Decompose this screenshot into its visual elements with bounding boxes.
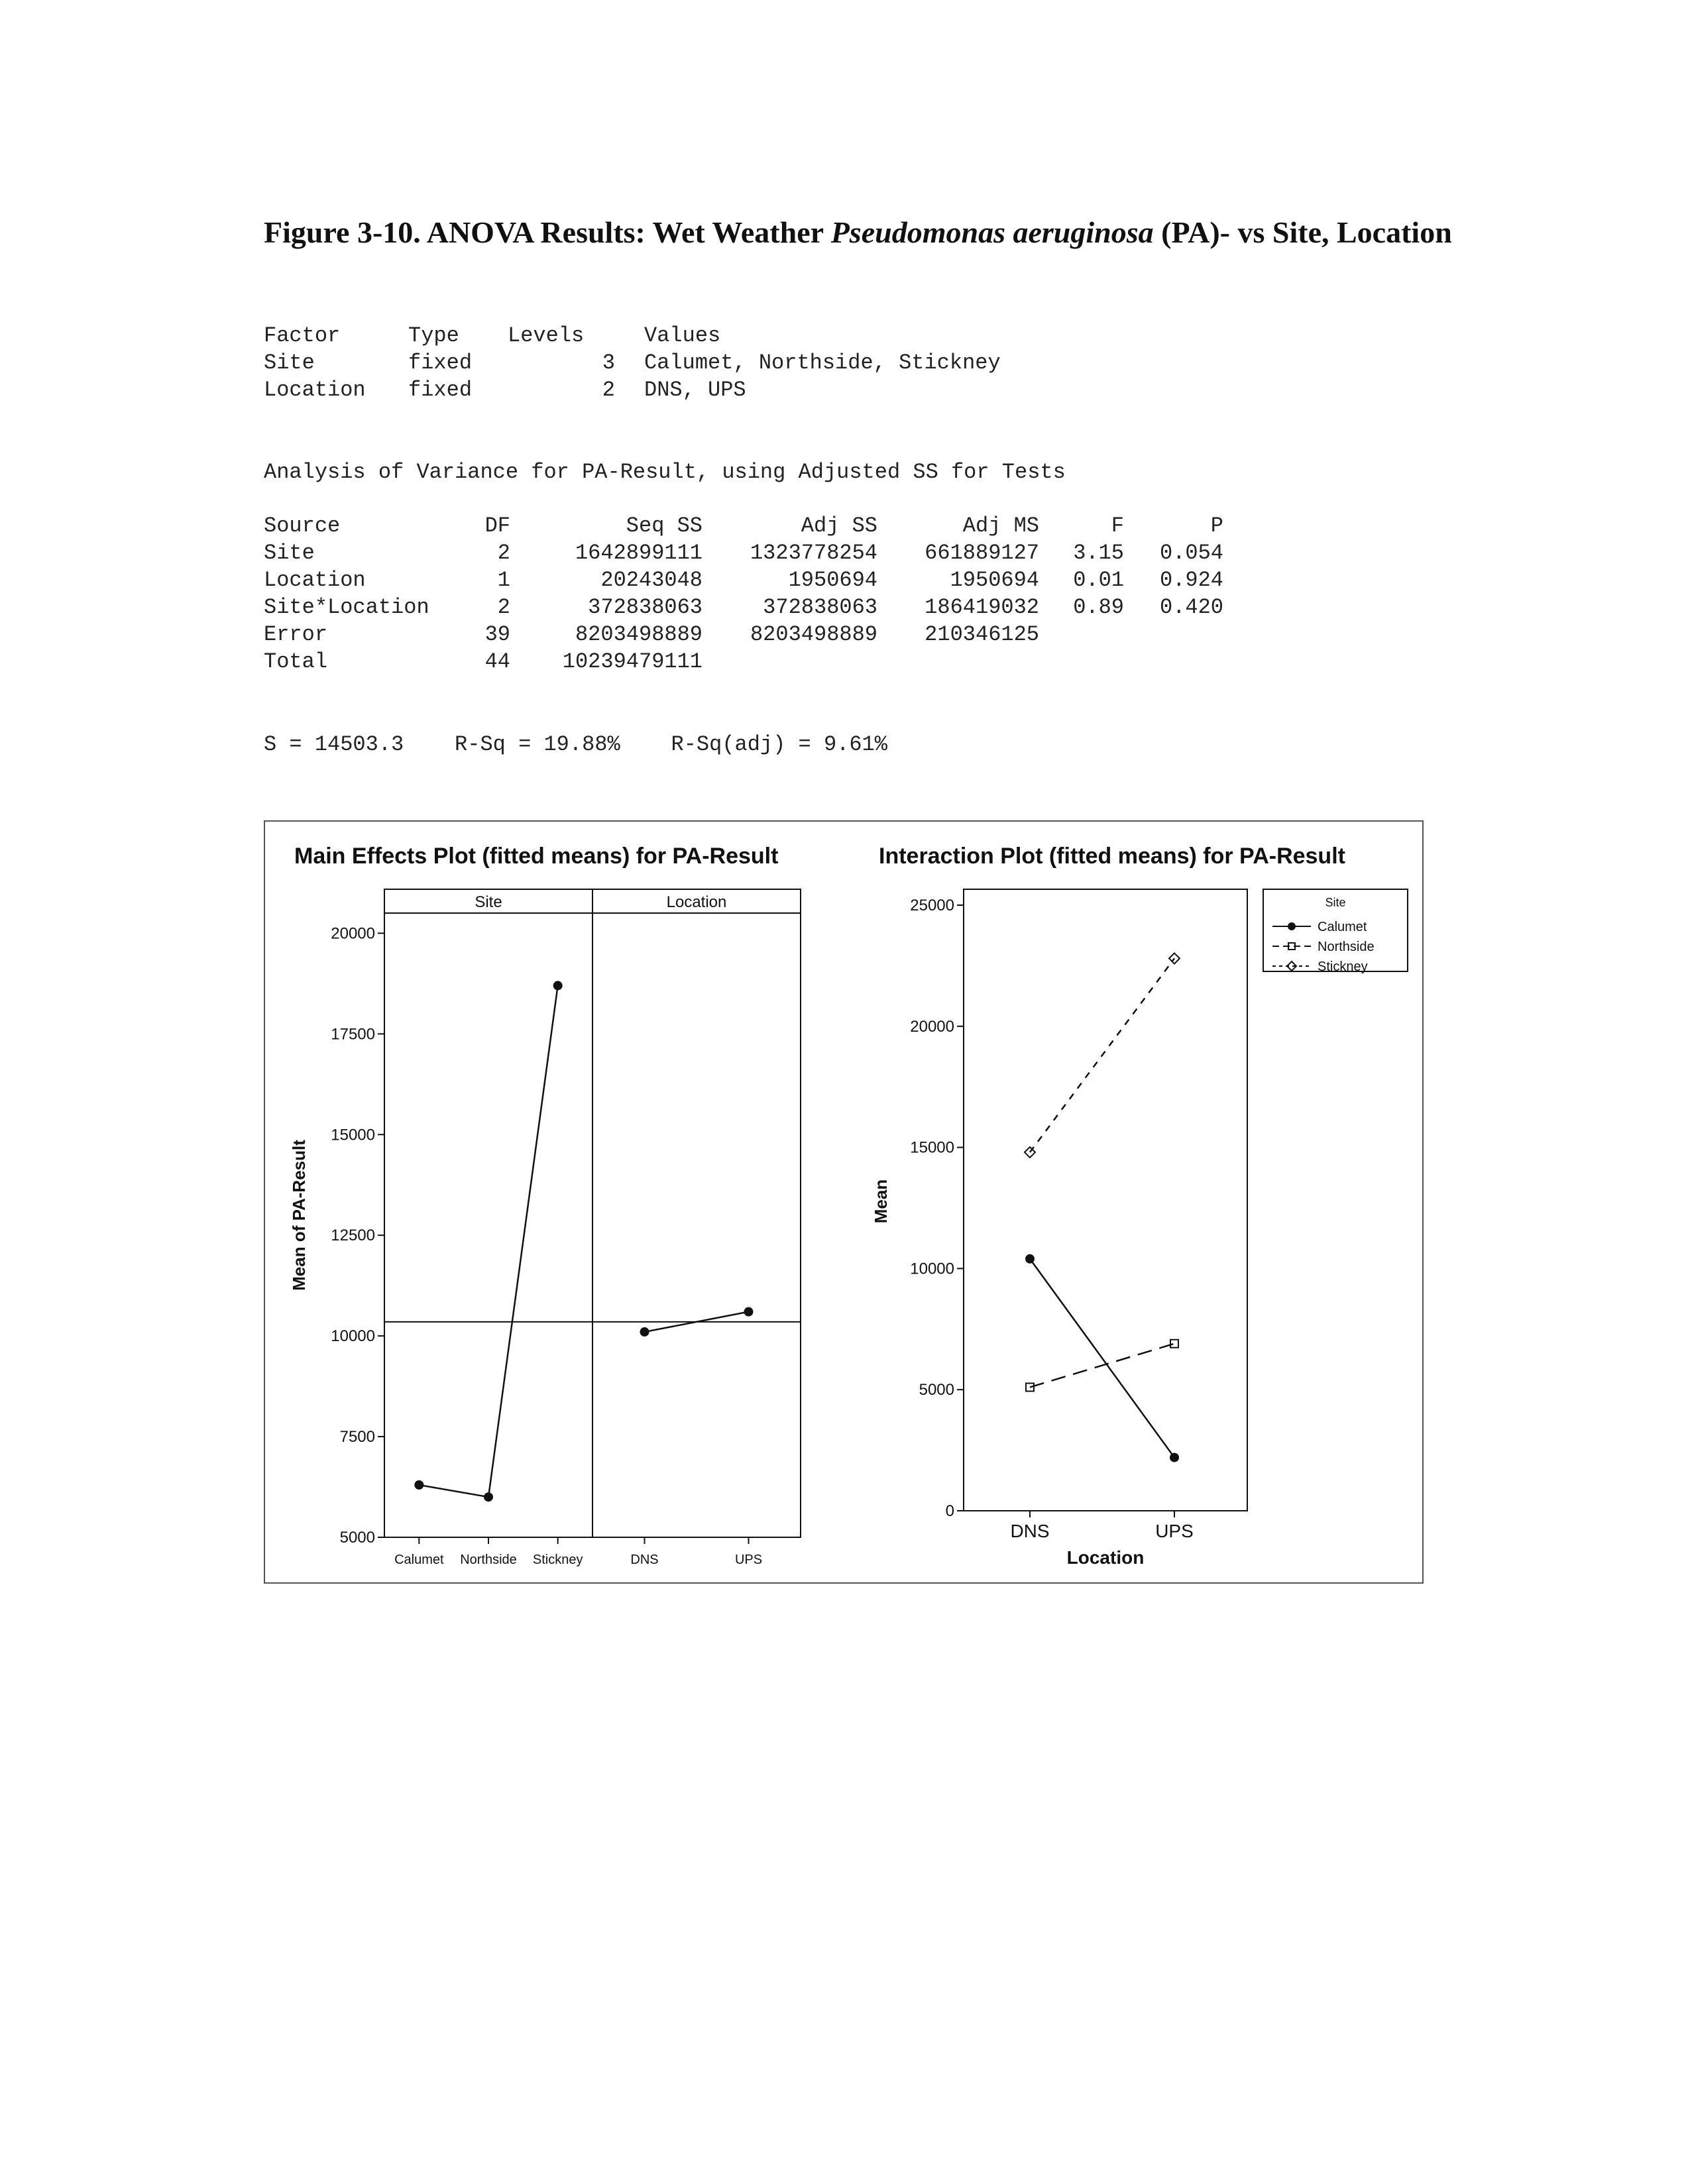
y-tick-label: 20000	[910, 1017, 954, 1036]
y-tick-label: 12500	[331, 1227, 375, 1245]
anova-cell: 44	[484, 649, 510, 674]
anova-cell: 0.01	[1073, 568, 1124, 592]
anova-header-p: P	[1210, 514, 1223, 538]
factor-cell: 2	[602, 378, 615, 402]
x-tick-label: UPS	[734, 1553, 763, 1567]
anova-table-header	[264, 512, 1223, 539]
anova-cell: 1642899111	[575, 541, 703, 565]
y-tick-label: 17500	[331, 1025, 375, 1044]
anova-cell: 0.054	[1159, 541, 1223, 565]
anova-cell: 2	[497, 595, 510, 620]
factor-cell: Site	[264, 351, 315, 375]
anova-cell	[1124, 621, 1223, 648]
main-effects-title: Main Effects Plot (fitted means) for PA-Result	[294, 844, 779, 869]
main-effect-point	[484, 1492, 493, 1502]
factor-header-values: Values	[644, 323, 721, 348]
factor-cell: DNS, UPS	[644, 378, 746, 402]
y-tick-label: 10000	[331, 1327, 375, 1346]
y-tick-label: 0	[945, 1502, 954, 1520]
anova-cell	[703, 648, 877, 675]
factor-row-site	[264, 349, 1001, 376]
anova-cell: 20243048	[600, 568, 703, 592]
anova-cell: 3.15	[1073, 541, 1124, 565]
x-tick-label: Stickney	[532, 1553, 583, 1567]
panel-strip-label: Site	[475, 893, 502, 911]
anova-cell: 0.924	[1159, 568, 1223, 592]
anova-cell: Total	[264, 649, 328, 674]
interaction-title: Interaction Plot (fitted means) for PA-Result	[879, 844, 1345, 869]
y-tick-label: 25000	[910, 897, 954, 914]
anova-cell: 8203498889	[750, 622, 877, 647]
factor-table-header	[264, 322, 1001, 349]
anova-cell: 661889127	[925, 541, 1039, 565]
anova-cell: 1950694	[950, 568, 1039, 592]
y-tick-label: 5000	[339, 1529, 375, 1547]
y-tick-label: 10000	[910, 1260, 954, 1278]
anova-row	[264, 648, 1223, 675]
series-point	[1170, 1453, 1179, 1462]
main-effects-ylabel: Mean of PA-Result	[289, 1140, 309, 1291]
main-effect-point	[553, 981, 563, 990]
y-tick-label: 15000	[910, 1138, 954, 1157]
x-tick-label: Northside	[460, 1553, 517, 1567]
anova-cell: Site	[264, 541, 315, 565]
legend-label: Northside	[1318, 940, 1375, 954]
plots-figure	[264, 820, 1424, 1584]
anova-cell: 0.89	[1073, 595, 1124, 620]
anova-heading: Analysis of Variance for PA-Result, using Adjusted SS for Tests	[264, 460, 1066, 484]
anova-header-source: Source	[264, 514, 341, 538]
factor-cell: Location	[264, 378, 366, 402]
factor-cell: fixed	[408, 378, 473, 402]
anova-row	[264, 567, 1223, 594]
legend-marker	[1288, 922, 1296, 930]
figure-title-suffix: (PA)- vs Site, Location	[1153, 215, 1452, 249]
main-effect-point	[414, 1480, 423, 1490]
y-tick-label: 15000	[331, 1126, 375, 1144]
factor-cell: Calumet, Northside, Stickney	[644, 351, 1001, 375]
interaction-legend	[1263, 889, 1408, 974]
fit-statistics: S = 14503.3 R-Sq = 19.88% R-Sq(adj) = 9.61%	[264, 732, 887, 757]
anova-cell: 372838063	[588, 595, 703, 620]
plots-frame	[264, 821, 1423, 1583]
anova-cell: Location	[264, 568, 366, 592]
x-tick-label: DNS	[1010, 1521, 1050, 1541]
anova-cell: 210346125	[925, 622, 1039, 647]
anova-cell	[1039, 648, 1124, 675]
y-tick-label: 5000	[919, 1381, 954, 1399]
anova-row	[264, 539, 1223, 567]
y-tick-label: 20000	[331, 924, 375, 943]
panel-strip-label: Location	[666, 893, 727, 911]
legend-title: Site	[1325, 896, 1346, 909]
factor-row-location	[264, 376, 1001, 404]
legend-label: Calumet	[1318, 920, 1367, 934]
anova-cell: 1323778254	[750, 541, 877, 565]
anova-header-adj-ms: Adj MS	[962, 514, 1039, 538]
anova-row	[264, 621, 1223, 648]
factor-header-factor: Factor	[264, 323, 341, 348]
legend-label: Stickney	[1318, 959, 1368, 974]
x-tick-label: Calumet	[394, 1553, 444, 1567]
anova-row	[264, 594, 1223, 621]
anova-header-df: DF	[484, 514, 510, 538]
anova-cell: 372838063	[763, 595, 877, 620]
anova-cell	[877, 648, 1039, 675]
factor-table	[264, 322, 1001, 404]
figure-title-italic: Pseudomonas aeruginosa	[830, 215, 1154, 249]
anova-cell: 1	[497, 568, 510, 592]
x-tick-label: UPS	[1155, 1521, 1194, 1541]
figure-title-prefix: Figure 3-10. ANOVA Results: Wet Weather	[264, 215, 831, 249]
factor-cell: fixed	[408, 351, 473, 375]
interaction-ylabel: Mean	[871, 1179, 891, 1224]
factor-header-levels: Levels	[508, 323, 585, 348]
anova-cell: Error	[264, 622, 328, 647]
anova-cell: 8203498889	[575, 622, 703, 647]
anova-header-seq-ss: Seq SS	[626, 514, 703, 538]
figure-title	[264, 213, 1457, 252]
anova-table	[264, 512, 1223, 675]
factor-header-type: Type	[408, 323, 459, 348]
x-tick-label: DNS	[630, 1553, 659, 1567]
series-point	[1025, 1254, 1035, 1264]
anova-cell: 1950694	[788, 568, 877, 592]
main-effect-point	[744, 1307, 754, 1317]
anova-cell	[1039, 621, 1124, 648]
anova-cell: Site*Location	[264, 595, 429, 620]
anova-header-adj-ss: Adj SS	[801, 514, 877, 538]
anova-cell: 0.420	[1159, 595, 1223, 620]
anova-cell: 186419032	[925, 595, 1039, 620]
anova-cell: 10239479111	[562, 649, 703, 674]
main-effect-point	[640, 1327, 649, 1337]
anova-cell: 2	[497, 541, 510, 565]
anova-cell	[1124, 648, 1223, 675]
y-tick-label: 7500	[339, 1428, 375, 1447]
interaction-xlabel: Location	[1066, 1547, 1145, 1568]
factor-cell: 3	[602, 351, 615, 375]
anova-cell: 39	[484, 622, 510, 647]
anova-header-f: F	[1111, 514, 1124, 538]
